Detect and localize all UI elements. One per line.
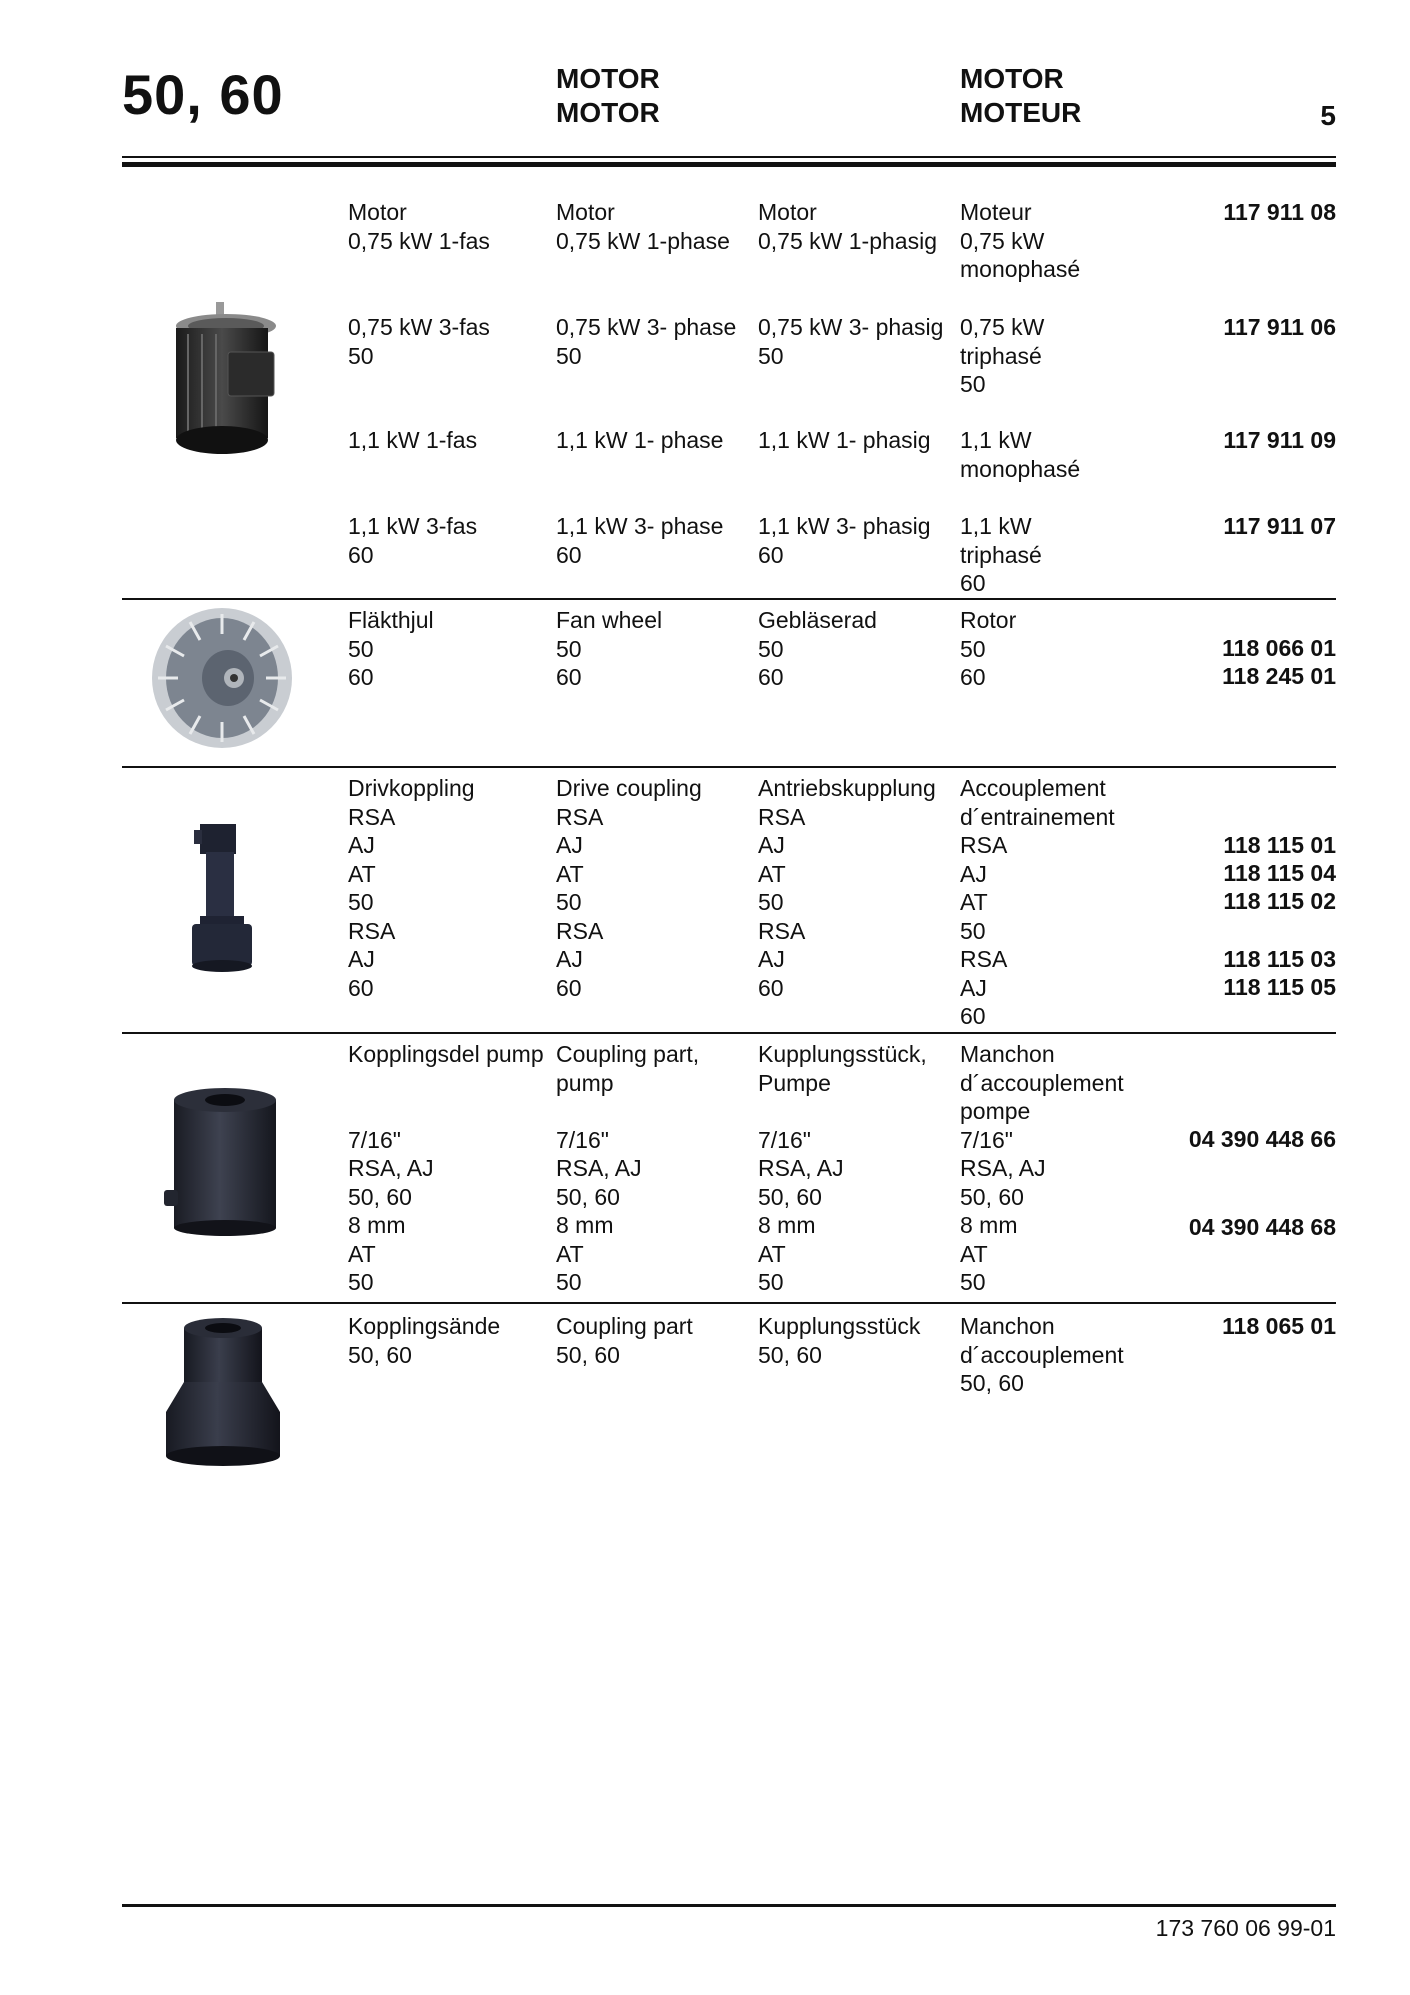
motor-de-4: 1,1 kW 3- phasig 60 (758, 513, 931, 568)
section-divider (122, 598, 1336, 600)
motor-en-1: Motor 0,75 kW 1-phase (556, 199, 730, 254)
part-number: 04 390 448 66 (1188, 1126, 1336, 1152)
fan-sv: Fläkthjul 50 60 (348, 607, 434, 690)
part-number: 118 115 03 (1223, 946, 1336, 972)
end-fr: Manchon d´accouplement 50, 60 (960, 1313, 1124, 1396)
motor-fr-1: Moteur 0,75 kW monophasé (960, 199, 1081, 282)
section-divider (122, 1302, 1336, 1304)
coupling-end-photo (156, 1316, 290, 1468)
pump-de: Kupplungsstück, Pumpe 7/16" RSA, AJ 50, 60 8 mm AT 50 (758, 1041, 927, 1295)
part-number: 118 115 01 (1223, 832, 1336, 858)
end-sv: Kopplingsände 50, 60 (348, 1313, 501, 1368)
drive-coupling-photo (188, 822, 258, 974)
fan-de: Gebläserad 50 60 (758, 607, 877, 690)
header-rule-thick (122, 162, 1336, 167)
fan-wheel-photo (148, 604, 296, 752)
electric-motor-photo (168, 300, 288, 460)
title-en: MOTOR (556, 97, 660, 128)
title-sv: MOTOR (556, 63, 660, 94)
motor-sv-4: 1,1 kW 3-fas 60 (348, 513, 478, 568)
section-divider (122, 766, 1336, 768)
motor-de-1: Motor 0,75 kW 1-phasig (758, 199, 937, 254)
motor-fr-2: 0,75 kW triphasé 50 (960, 314, 1045, 397)
header-rule-thin (122, 156, 1336, 158)
part-number: 118 245 01 (1222, 663, 1336, 689)
end-de: Kupplungsstück 50, 60 (758, 1313, 921, 1368)
part-number: 118 115 05 (1223, 974, 1336, 1000)
pump-coupling-photo (162, 1086, 286, 1238)
motor-en-2: 0,75 kW 3- phase 50 (556, 314, 737, 369)
part-number: 04 390 448 68 (1188, 1214, 1336, 1240)
title-fr: MOTEUR (960, 97, 1082, 128)
part-number: 118 115 04 (1223, 860, 1336, 886)
motor-en-4: 1,1 kW 3- phase 60 (556, 513, 724, 568)
part-number: 118 066 01 (1222, 635, 1336, 661)
drive-fr: Accouplement d´entrainement RSA AJ AT 50 RSA AJ 60 (960, 775, 1115, 1029)
part-number: 118 115 02 (1223, 888, 1336, 914)
part-number: 117 911 09 (1223, 427, 1336, 453)
section-divider (122, 1032, 1336, 1034)
part-number: 118 065 01 (1222, 1313, 1336, 1339)
motor-fr-4: 1,1 kW triphasé 60 (960, 513, 1042, 596)
title-de: MOTOR (960, 63, 1064, 94)
drive-en: Drive coupling RSA AJ AT 50 RSA AJ 60 (556, 775, 702, 1001)
motor-sv-1: Motor 0,75 kW 1-fas (348, 199, 490, 254)
part-number: 117 911 06 (1223, 314, 1336, 340)
motor-de-3: 1,1 kW 1- phasig (758, 427, 931, 453)
model-number: 50, 60 (122, 63, 284, 126)
page-number: 5 (1320, 100, 1336, 131)
motor-sv-3: 1,1 kW 1-fas (348, 427, 478, 453)
motor-de-2: 0,75 kW 3- phasig 50 (758, 314, 944, 369)
fan-en: Fan wheel 50 60 (556, 607, 663, 690)
drive-sv: Drivkoppling RSA AJ AT 50 RSA AJ 60 (348, 775, 475, 1001)
pump-sv: Kopplingsdel pump 7/16" RSA, AJ 50, 60 8 mm AT 50 (348, 1041, 544, 1295)
end-en: Coupling part 50, 60 (556, 1313, 693, 1368)
footer-rule (122, 1904, 1336, 1907)
drive-de: Antriebskupplung RSA AJ AT 50 RSA AJ 60 (758, 775, 936, 1001)
pump-fr: Manchon d´accouplement pompe 7/16" RSA, AJ 50, 60 8 mm AT 50 (960, 1041, 1124, 1295)
document-number: 173 760 06 99-01 (1155, 1915, 1336, 1941)
part-number: 117 911 08 (1223, 199, 1336, 225)
motor-en-3: 1,1 kW 1- phase (556, 427, 724, 453)
fan-fr: Rotor 50 60 (960, 607, 1017, 690)
motor-fr-3: 1,1 kW monophasé (960, 427, 1081, 482)
motor-sv-2: 0,75 kW 3-fas 50 (348, 314, 490, 369)
pump-en: Coupling part, pump 7/16" RSA, AJ 50, 60 8 mm AT 50 (556, 1041, 700, 1295)
part-number: 117 911 07 (1223, 513, 1336, 539)
